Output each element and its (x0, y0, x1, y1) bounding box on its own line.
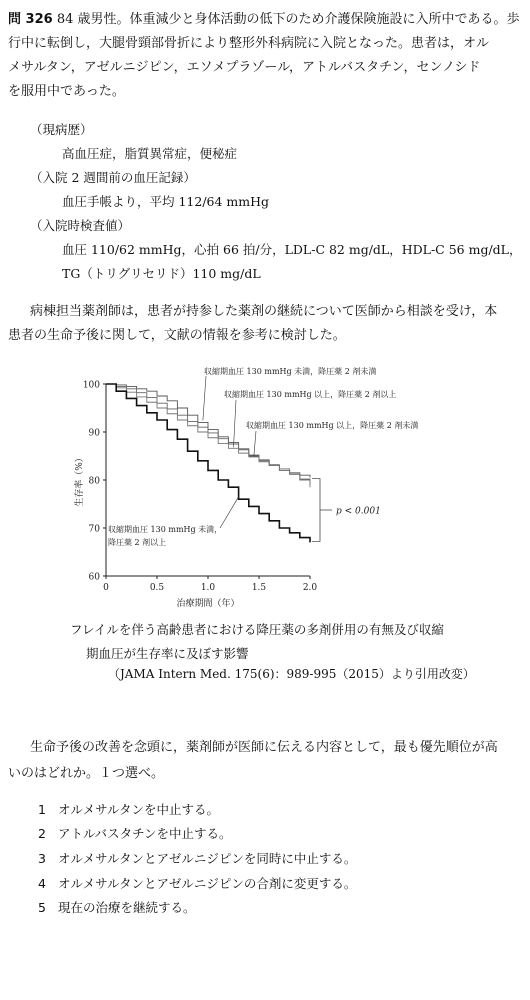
y-tick-label: 80 (88, 476, 100, 487)
series-line-4 (106, 384, 310, 542)
choice-number: 5 (38, 900, 46, 915)
x-tick-label: 1.0 (200, 583, 216, 593)
series-label-1: 収縮期血圧 130 mmHg 未満，降圧薬 2 剤未満 (204, 367, 377, 376)
consult-line-2: 患者の生命予後に関して，文献の情報を参考に検討した。 (8, 328, 346, 343)
series-label-4b: 降圧薬 2 剤以上 (108, 538, 167, 547)
question-line-3: メサルタン，アゼルニジピン，エソメプラゾール，アトルバスタチン，センノシド (8, 60, 481, 75)
x-axis-label: 治療期間（年） (176, 599, 240, 609)
choice-number: 2 (38, 826, 46, 841)
y-tick-label: 70 (88, 524, 100, 535)
series-leader-2 (234, 400, 237, 447)
admission-tests-line-2: TG（トリグリセリド）110 mg/dL (62, 266, 261, 281)
admission-tests-line-1: 血圧 110/62 mmHg，心拍 66 拍/分，LDL-C 82 mg/dL，HDL-C 56 mg/dL， (62, 242, 522, 257)
series-leader-1 (203, 376, 206, 420)
choice-number: 4 (38, 876, 46, 891)
x-tick-label: 0 (103, 583, 109, 593)
choice-text: オルメサルタンとアゼルニジピンの合剤に変更する。 (58, 876, 357, 891)
consult-line-1: 病棟担当薬剤師は，患者が持参した薬剤の継続について医師から相談を受け，本 (30, 304, 498, 319)
choice-text: オルメサルタンとアゼルニジピンを同時に中止する。 (58, 851, 357, 866)
choice-1[interactable] (38, 800, 219, 818)
series-label-3: 収縮期血圧 130 mmHg 以上，降圧薬 2 剤未満 (246, 421, 419, 430)
admission-tests-heading: （入院時検査値） (30, 218, 131, 233)
y-axis-label: 生存率（%） (75, 453, 85, 507)
y-tick-label: 60 (88, 572, 100, 583)
bp-record-heading: （入院 2 週間前の血圧記録） (30, 170, 196, 185)
question-number: 問 326 (8, 12, 53, 27)
choice-3[interactable] (38, 849, 356, 867)
chart-caption-line-2: 期血圧が生存率に及ぼす影響 (86, 646, 249, 661)
choice-text: 現在の治療を継続する。 (58, 900, 196, 915)
chart-caption-line-1: フレイルを伴う高齢患者における降圧薬の多剤併用の有無及び収縮 (70, 622, 444, 637)
chart-source: （JAMA Intern Med. 175(6)：989-995（2015）より引用改変） (108, 667, 475, 681)
choice-4[interactable] (38, 874, 356, 892)
question-line-2: 行中に転倒し，大腿骨頸部骨折により整形外科病院に入院となった。患者は，オル (8, 36, 490, 51)
series-label-2: 収縮期血圧 130 mmHg 以上，降圧薬 2 剤以上 (224, 390, 397, 399)
survival-chart (70, 360, 490, 620)
p-bracket (312, 479, 320, 542)
question-text-1: 84 歳男性。体重減少と身体活動の低下のため介護保険施設に入所中である。歩 (56, 12, 520, 27)
x-tick-label: 1.5 (251, 583, 267, 593)
history-heading: （現病歴） (30, 122, 93, 137)
x-tick-label: 0.5 (149, 583, 165, 593)
choice-text: アトルバスタチンを中止する。 (58, 826, 232, 841)
series-leader-4 (220, 497, 239, 528)
series-leader-3 (254, 431, 256, 456)
p-value-annotation: p < 0.001 (336, 506, 381, 517)
choice-number: 1 (38, 802, 46, 817)
question-line-4: を服用中であった。 (8, 84, 125, 99)
prompt-line-1: 生命予後の改善を念頭に，薬剤師が医師に伝える内容として，最も優先順位が高 (30, 740, 498, 755)
y-tick-label: 90 (88, 428, 100, 439)
choice-text: オルメサルタンを中止する。 (58, 802, 220, 817)
history-body: 高血圧症，脂質異常症，便秘症 (62, 146, 238, 161)
prompt-line-2: いのはどれか。１つ選べ。 (8, 766, 165, 781)
bp-record-body: 血圧手帳より，平均 112/64 mmHg (62, 194, 270, 209)
choice-2[interactable] (38, 824, 232, 842)
x-tick-label: 2.0 (302, 583, 318, 593)
choice-5[interactable] (38, 898, 196, 916)
choice-number: 3 (38, 851, 46, 866)
question-line-1 (8, 12, 520, 28)
y-tick-label: 100 (82, 380, 100, 391)
series-label-4a: 収縮期血圧 130 mmHg 未満， (108, 525, 223, 534)
